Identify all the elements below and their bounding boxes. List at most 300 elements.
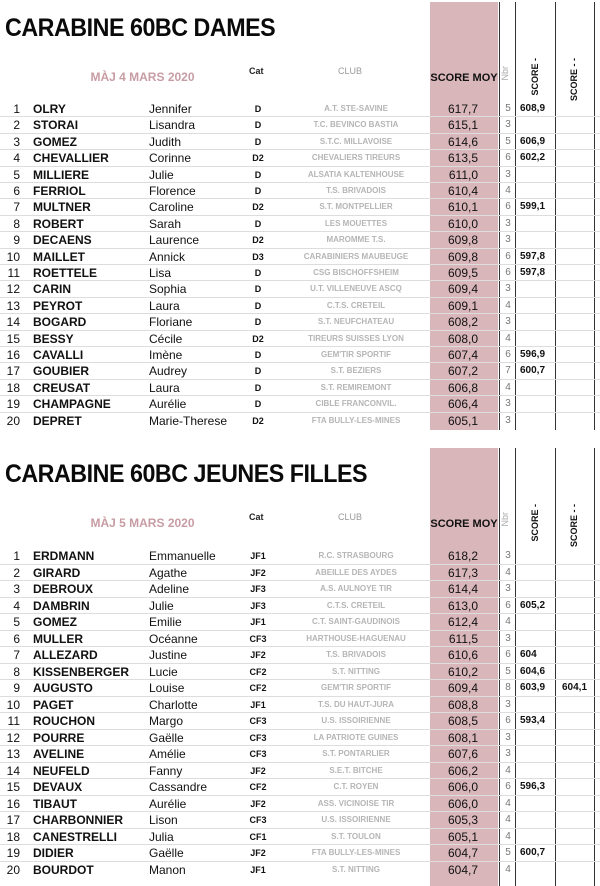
header-club: CLUB	[337, 66, 362, 76]
category-cell: JF1	[250, 864, 266, 875]
score-moy-cell: 608,1	[447, 730, 478, 745]
score-moy-cell: 611,0	[448, 167, 478, 182]
table-row	[0, 664, 600, 680]
club-cell: FTA BULLY-LES-MINES	[311, 415, 401, 425]
nbr-cell: 4	[505, 797, 511, 809]
last-name-cell: STORAI	[33, 118, 79, 133]
table-row	[0, 216, 600, 232]
table-row	[0, 298, 600, 314]
last-name-cell: ROBERT	[33, 216, 84, 231]
last-name-cell: PAGET	[33, 697, 74, 712]
score-moy-cell: 605,3	[447, 813, 478, 827]
rank-cell: 18	[6, 380, 20, 395]
rank-cell: 5	[13, 167, 20, 182]
table-row	[0, 134, 600, 150]
nbr-cell: 3	[505, 731, 511, 743]
table-row	[0, 746, 600, 762]
rank-cell: 2	[13, 118, 20, 133]
category-cell: D	[254, 350, 262, 360]
update-date: MÀJ 5 MARS 2020	[90, 516, 195, 530]
category-cell: D3	[252, 251, 264, 262]
last-name-cell: ROUCHON	[33, 714, 95, 728]
score-moy-cell: 610,4	[447, 184, 478, 198]
nbr-cell: 4	[505, 185, 511, 196]
first-name-cell: Justine	[149, 648, 188, 662]
rank-cell: 11	[7, 266, 20, 280]
club-cell: U.T. VILLENEUVE ASCQ	[310, 284, 402, 294]
last-name-cell: DEBROUX	[33, 582, 94, 596]
score-moy-cell: 607,6	[447, 747, 478, 761]
table-row	[0, 101, 600, 117]
first-name-cell: Imène	[149, 348, 183, 362]
table-row	[0, 183, 600, 199]
nbr-cell: 5	[505, 847, 511, 858]
club-cell: GEM'TIR SPORTIF	[321, 350, 391, 359]
rank-cell: 20	[6, 413, 20, 428]
first-name-cell: Adeline	[149, 582, 190, 596]
section-jeunes-filles	[0, 446, 600, 886]
last-name-cell: CHAMPAGNE	[33, 397, 111, 412]
category-cell: JF1	[250, 699, 266, 710]
first-name-cell: Julie	[149, 167, 174, 182]
category-cell: D	[254, 317, 262, 328]
rank-cell: 16	[6, 348, 20, 362]
first-name-cell: Emilie	[149, 615, 182, 629]
category-cell: D	[254, 300, 262, 311]
nbr-cell: 3	[505, 398, 511, 410]
table-row	[0, 680, 600, 696]
last-name-cell: BOURDOT	[33, 862, 94, 877]
first-name-cell: Lisa	[149, 266, 172, 280]
score-moy-cell: 618,2	[447, 549, 478, 563]
nbr-cell: 3	[505, 632, 511, 644]
table-row	[0, 548, 600, 564]
score-2-cell: 604,1	[562, 682, 588, 693]
score-moy-cell: 610,1	[447, 200, 478, 215]
club-cell: A.T. STE-SAVINE	[324, 104, 388, 113]
last-name-cell: DEPRET	[33, 413, 82, 428]
nbr-cell: 3	[505, 550, 511, 561]
table-row	[0, 117, 600, 133]
table-row	[0, 829, 600, 845]
rank-cell: 4	[13, 151, 20, 166]
nbr-cell: 4	[505, 381, 511, 393]
score-moy-cell: 614,4	[447, 582, 478, 596]
club-cell: T.S. DU HAUT-JURA	[317, 699, 394, 709]
first-name-cell: Manon	[149, 862, 186, 877]
rank-cell: 17	[6, 364, 20, 379]
rank-cell: 19	[6, 397, 20, 412]
category-cell: CF1	[249, 831, 267, 842]
category-cell: D	[254, 382, 262, 393]
table-row	[0, 647, 600, 663]
score-moy-cell: 606,4	[447, 397, 478, 412]
category-cell: D2	[252, 235, 264, 246]
last-name-cell: MILLIERE	[33, 167, 89, 182]
category-cell: JF3	[250, 600, 266, 611]
first-name-cell: Julie	[149, 598, 174, 613]
section-title: CARABINE 60BC DAMES	[5, 14, 276, 42]
score-1-cell: 602,2	[520, 152, 546, 164]
nbr-cell: 3	[505, 748, 511, 759]
first-name-cell: Judith	[149, 134, 182, 149]
rank-cell: 8	[13, 216, 20, 231]
last-name-cell: PEYROT	[33, 298, 83, 313]
score-moy-cell: 611,5	[448, 631, 478, 646]
club-cell: R.C. STRASBOURG	[318, 551, 394, 560]
first-name-cell: Gaëlle	[149, 730, 184, 745]
last-name-cell: GOMEZ	[33, 134, 77, 149]
nbr-cell: 6	[505, 715, 511, 726]
category-cell: D	[254, 366, 262, 377]
table-row	[0, 779, 600, 795]
score-moy-cell: 609,5	[447, 266, 478, 280]
club-cell: C.T.S. CRETEIL	[326, 600, 386, 610]
nbr-cell: 3	[505, 414, 511, 426]
category-cell: CF2	[249, 782, 267, 792]
score-moy-cell: 605,1	[447, 829, 478, 844]
score-moy-cell: 610,2	[447, 664, 478, 679]
last-name-cell: MAILLET	[33, 249, 85, 264]
score-moy-cell: 607,2	[447, 364, 478, 379]
club-cell: MAROMME T.S.	[326, 235, 386, 245]
last-name-cell: KISSENBERGER	[33, 664, 130, 679]
nbr-cell: 8	[505, 682, 511, 693]
category-cell: JF2	[250, 765, 266, 776]
last-name-cell: MULLER	[33, 631, 83, 646]
nbr-cell: 3	[505, 583, 511, 594]
first-name-cell: Lisandra	[149, 118, 196, 133]
first-name-cell: Agathe	[149, 565, 188, 580]
rank-cell: 8	[13, 664, 20, 679]
table-row	[0, 812, 600, 828]
category-cell: D	[254, 268, 262, 278]
last-name-cell: ROETTELE	[33, 266, 98, 280]
rank-cell: 1	[13, 102, 20, 116]
first-name-cell: Cécile	[149, 331, 183, 346]
last-name-cell: MULTNER	[33, 200, 91, 215]
rank-cell: 17	[6, 813, 20, 827]
score-1-cell: 600,7	[520, 365, 546, 377]
club-cell: GEM'TIR SPORTIF	[321, 683, 391, 692]
score-moy-cell: 614,6	[447, 134, 478, 149]
nbr-cell: 3	[505, 316, 511, 328]
nbr-cell: 6	[505, 649, 511, 660]
header-cat: Cat	[249, 66, 264, 76]
last-name-cell: CARIN	[33, 282, 71, 297]
club-cell: S.T. REMIREMONT	[320, 382, 392, 392]
score-1-cell: 597,8	[520, 250, 546, 262]
score-moy-cell: 617,3	[447, 565, 478, 580]
club-cell: C.T.S. CRETEIL	[326, 300, 386, 310]
nbr-cell: 3	[505, 283, 511, 295]
first-name-cell: Laura	[149, 380, 180, 395]
first-name-cell: Aurélie	[149, 796, 187, 811]
last-name-cell: FERRIOL	[33, 184, 86, 198]
header-score-moy: SCORE MOY	[430, 72, 498, 84]
last-name-cell: DIDIER	[33, 846, 74, 860]
score-moy-cell: 606,0	[447, 796, 478, 811]
category-cell: D2	[252, 415, 264, 426]
score-moy-cell: 604,7	[447, 846, 478, 860]
last-name-cell: DECAENS	[33, 233, 92, 248]
club-cell: S.T. NITTING	[332, 666, 380, 676]
table-row	[0, 249, 600, 265]
category-cell: JF2	[250, 848, 266, 858]
table-row	[0, 565, 600, 581]
score-1-cell: 604,6	[520, 665, 546, 677]
table-row	[0, 763, 600, 779]
club-cell: C.T. ROYEN	[333, 782, 379, 791]
first-name-cell: Sophia	[149, 282, 187, 297]
club-cell: T.S. BRIVADOIS	[326, 650, 386, 659]
rank-cell: 3	[13, 134, 20, 149]
club-cell: S.T. NEUFCHATEAU	[317, 317, 395, 327]
score-1-cell: 605,2	[520, 599, 546, 611]
last-name-cell: BESSY	[33, 331, 74, 346]
nbr-cell: 5	[505, 665, 511, 677]
category-cell: D	[254, 104, 262, 114]
last-name-cell: GIRARD	[33, 565, 81, 580]
score-1-cell: 599,1	[520, 201, 546, 213]
table-row	[0, 281, 600, 297]
last-name-cell: TIBAUT	[33, 796, 77, 811]
nbr-cell: 4	[505, 299, 511, 311]
first-name-cell: Charlotte	[149, 697, 198, 712]
rank-cell: 15	[6, 331, 20, 346]
last-name-cell: CHEVALLIER	[33, 151, 109, 166]
first-name-cell: Lison	[149, 813, 178, 827]
rank-cell: 16	[6, 796, 20, 811]
category-cell: CF3	[249, 716, 267, 726]
score-moy-cell: 609,8	[447, 249, 478, 264]
rank-cell: 10	[6, 697, 20, 712]
table-row	[0, 413, 600, 429]
rank-cell: 13	[6, 747, 20, 761]
club-cell: ASS. VICINOISE TIR	[317, 798, 395, 808]
category-cell: CF3	[249, 633, 267, 644]
update-date: MÀJ 4 MARS 2020	[90, 70, 195, 84]
rank-cell: 20	[6, 862, 20, 877]
club-cell: TIREURS SUISSES LYON	[308, 333, 404, 343]
club-cell: ALSATIA KALTENHOUSE	[307, 169, 405, 179]
rank-cell: 15	[6, 780, 20, 794]
rank-cell: 1	[13, 549, 20, 563]
table-row	[0, 199, 600, 215]
first-name-cell: Floriane	[149, 315, 193, 330]
first-name-cell: Gaëlle	[149, 846, 184, 860]
first-name-cell: Emmanuelle	[149, 549, 216, 563]
first-name-cell: Aurélie	[149, 397, 187, 412]
table-row	[0, 730, 600, 746]
category-cell: JF2	[250, 650, 266, 660]
club-cell: LES MOUETTES	[324, 218, 388, 228]
score-moy-cell: 608,2	[447, 315, 478, 330]
first-name-cell: Louise	[149, 681, 185, 695]
category-cell: JF1	[250, 551, 266, 561]
score-moy-cell: 608,0	[447, 331, 478, 346]
first-name-cell: Florence	[149, 184, 196, 198]
last-name-cell: ALLEZARD	[33, 648, 98, 662]
rank-cell: 4	[13, 598, 20, 613]
category-cell: D	[254, 169, 262, 180]
club-cell: C.T. SAINT-GAUDINOIS	[311, 617, 400, 626]
club-cell: CSG BISCHOFFSHEIM	[313, 268, 399, 277]
category-cell: D	[254, 186, 262, 196]
table-row	[0, 796, 600, 812]
category-cell: JF2	[250, 798, 266, 809]
score-moy-cell: 609,4	[447, 282, 478, 297]
last-name-cell: OLRY	[33, 102, 66, 116]
category-cell: D	[254, 218, 262, 229]
category-cell: JF3	[250, 584, 266, 594]
club-cell: U.S. ISSOIRIENNE	[321, 716, 391, 725]
first-name-cell: Laura	[149, 298, 180, 313]
club-cell: HARTHOUSE-HAGUENAU	[306, 633, 406, 643]
last-name-cell: CANESTRELLI	[33, 829, 117, 844]
table-row	[0, 314, 600, 330]
table-row	[0, 631, 600, 647]
first-name-cell: Margo	[149, 714, 184, 728]
table-row	[0, 363, 600, 379]
rank-cell: 13	[6, 298, 20, 313]
header-score-moy: SCORE MOY	[430, 518, 498, 530]
nbr-cell: 6	[505, 152, 511, 164]
table-row	[0, 614, 600, 630]
nbr-cell: 6	[505, 250, 511, 262]
score-moy-cell: 607,4	[447, 348, 478, 362]
club-cell: CARABINIERS MAUBEUGE	[303, 251, 409, 261]
nbr-cell: 6	[505, 267, 511, 278]
score-moy-cell: 609,1	[447, 298, 478, 313]
rank-cell: 12	[6, 282, 20, 297]
score-1-cell: 597,8	[520, 267, 546, 278]
table-row	[0, 232, 600, 248]
score-moy-cell: 617,7	[447, 102, 478, 116]
score-moy-cell: 615,1	[447, 118, 478, 133]
score-moy-cell: 606,8	[447, 380, 478, 395]
score-moy-cell: 613,5	[447, 151, 478, 166]
club-cell: S.T. MONTPELLIER	[319, 202, 393, 212]
table-row	[0, 697, 600, 713]
club-cell: T.S. BRIVADOIS	[326, 186, 386, 195]
rank-cell: 9	[13, 681, 20, 695]
category-cell: D	[254, 284, 262, 295]
club-cell: S.T.C. MILLAVOISE	[319, 136, 393, 146]
nbr-cell: 6	[505, 599, 511, 611]
rank-cell: 6	[13, 631, 20, 646]
rank-cell: 12	[6, 730, 20, 745]
category-cell: D2	[252, 202, 264, 213]
first-name-cell: Sarah	[149, 216, 182, 231]
header-score-2: SCORE - -	[569, 504, 579, 548]
last-name-cell: NEUFELD	[33, 763, 90, 778]
section-title: CARABINE 60BC JEUNES FILLES	[5, 460, 368, 488]
score-1-cell: 604	[520, 649, 537, 660]
table-row	[0, 331, 600, 347]
nbr-cell: 4	[505, 764, 511, 776]
table-row	[0, 713, 600, 729]
nbr-cell: 4	[505, 863, 511, 875]
club-cell: S.E.T. BITCHE	[329, 765, 383, 775]
rank-cell: 2	[13, 565, 20, 580]
club-cell: CIBLE FRANCONVIL.	[315, 399, 397, 409]
table-row	[0, 862, 600, 878]
header-nbr: Nbr	[500, 512, 510, 527]
category-cell: CF2	[249, 666, 267, 677]
nbr-cell: 4	[505, 566, 511, 578]
last-name-cell: GOUBIER	[33, 364, 90, 379]
score-1-cell: 596,3	[520, 781, 546, 792]
club-cell: FTA BULLY-LES-MINES	[311, 848, 401, 857]
score-1-cell: 593,4	[520, 715, 546, 726]
score-1-cell: 606,9	[520, 135, 546, 147]
score-moy-cell: 606,0	[447, 780, 478, 794]
rank-cell: 7	[13, 648, 20, 662]
last-name-cell: DEVAUX	[33, 780, 83, 794]
nbr-cell: 3	[505, 217, 511, 229]
score-moy-cell: 604,7	[447, 862, 478, 877]
nbr-cell: 5	[505, 135, 511, 147]
category-cell: D	[254, 136, 262, 147]
last-name-cell: AUGUSTO	[33, 681, 93, 695]
header-nbr: Nbr	[500, 66, 510, 81]
score-1-cell: 603,9	[520, 682, 546, 693]
score-moy-cell: 609,4	[447, 681, 478, 695]
club-cell: S.T. TOULON	[331, 831, 381, 841]
nbr-cell: 4	[505, 830, 511, 842]
category-cell: D	[254, 399, 262, 410]
first-name-cell: Caroline	[149, 200, 194, 215]
score-1-cell: 596,9	[520, 349, 546, 360]
table-row	[0, 380, 600, 396]
category-cell: CF3	[249, 749, 267, 759]
score-moy-cell: 612,4	[447, 615, 478, 629]
rank-cell: 10	[6, 249, 20, 264]
club-cell: LA PATRIOTE GUINES	[313, 732, 399, 742]
club-cell: U.S. ISSOIRIENNE	[321, 815, 391, 824]
first-name-cell: Corinne	[149, 151, 192, 166]
category-cell: CF2	[249, 683, 267, 693]
first-name-cell: Lucie	[149, 664, 178, 679]
rank-cell: 11	[7, 714, 20, 728]
category-cell: D2	[252, 153, 264, 164]
score-moy-cell: 606,2	[447, 763, 478, 778]
nbr-cell: 5	[505, 103, 511, 114]
category-cell: CF3	[249, 815, 267, 825]
club-cell: CHEVALIERS TIREURS	[311, 153, 401, 163]
score-1-cell: 600,7	[520, 847, 546, 858]
score-moy-cell: 608,5	[447, 714, 478, 728]
header-score-1: SCORE -	[530, 504, 540, 542]
category-cell: JF1	[250, 617, 266, 627]
section-dames	[0, 0, 600, 440]
nbr-cell: 3	[505, 119, 511, 131]
club-cell: S.T. PONTARLIER	[322, 749, 390, 758]
score-moy-cell: 610,6	[447, 648, 478, 662]
nbr-cell: 4	[505, 814, 511, 825]
first-name-cell: Océanne	[149, 631, 198, 646]
nbr-cell: 4	[505, 616, 511, 627]
club-cell: S.T. BEZIERS	[330, 366, 382, 376]
nbr-cell: 3	[505, 168, 511, 180]
rank-cell: 9	[13, 233, 20, 248]
category-cell: CF3	[249, 732, 267, 743]
rank-cell: 3	[13, 582, 20, 596]
club-cell: T.C. BEVINCO BASTIA	[313, 120, 399, 130]
nbr-cell: 6	[505, 781, 511, 792]
table-row	[0, 265, 600, 281]
